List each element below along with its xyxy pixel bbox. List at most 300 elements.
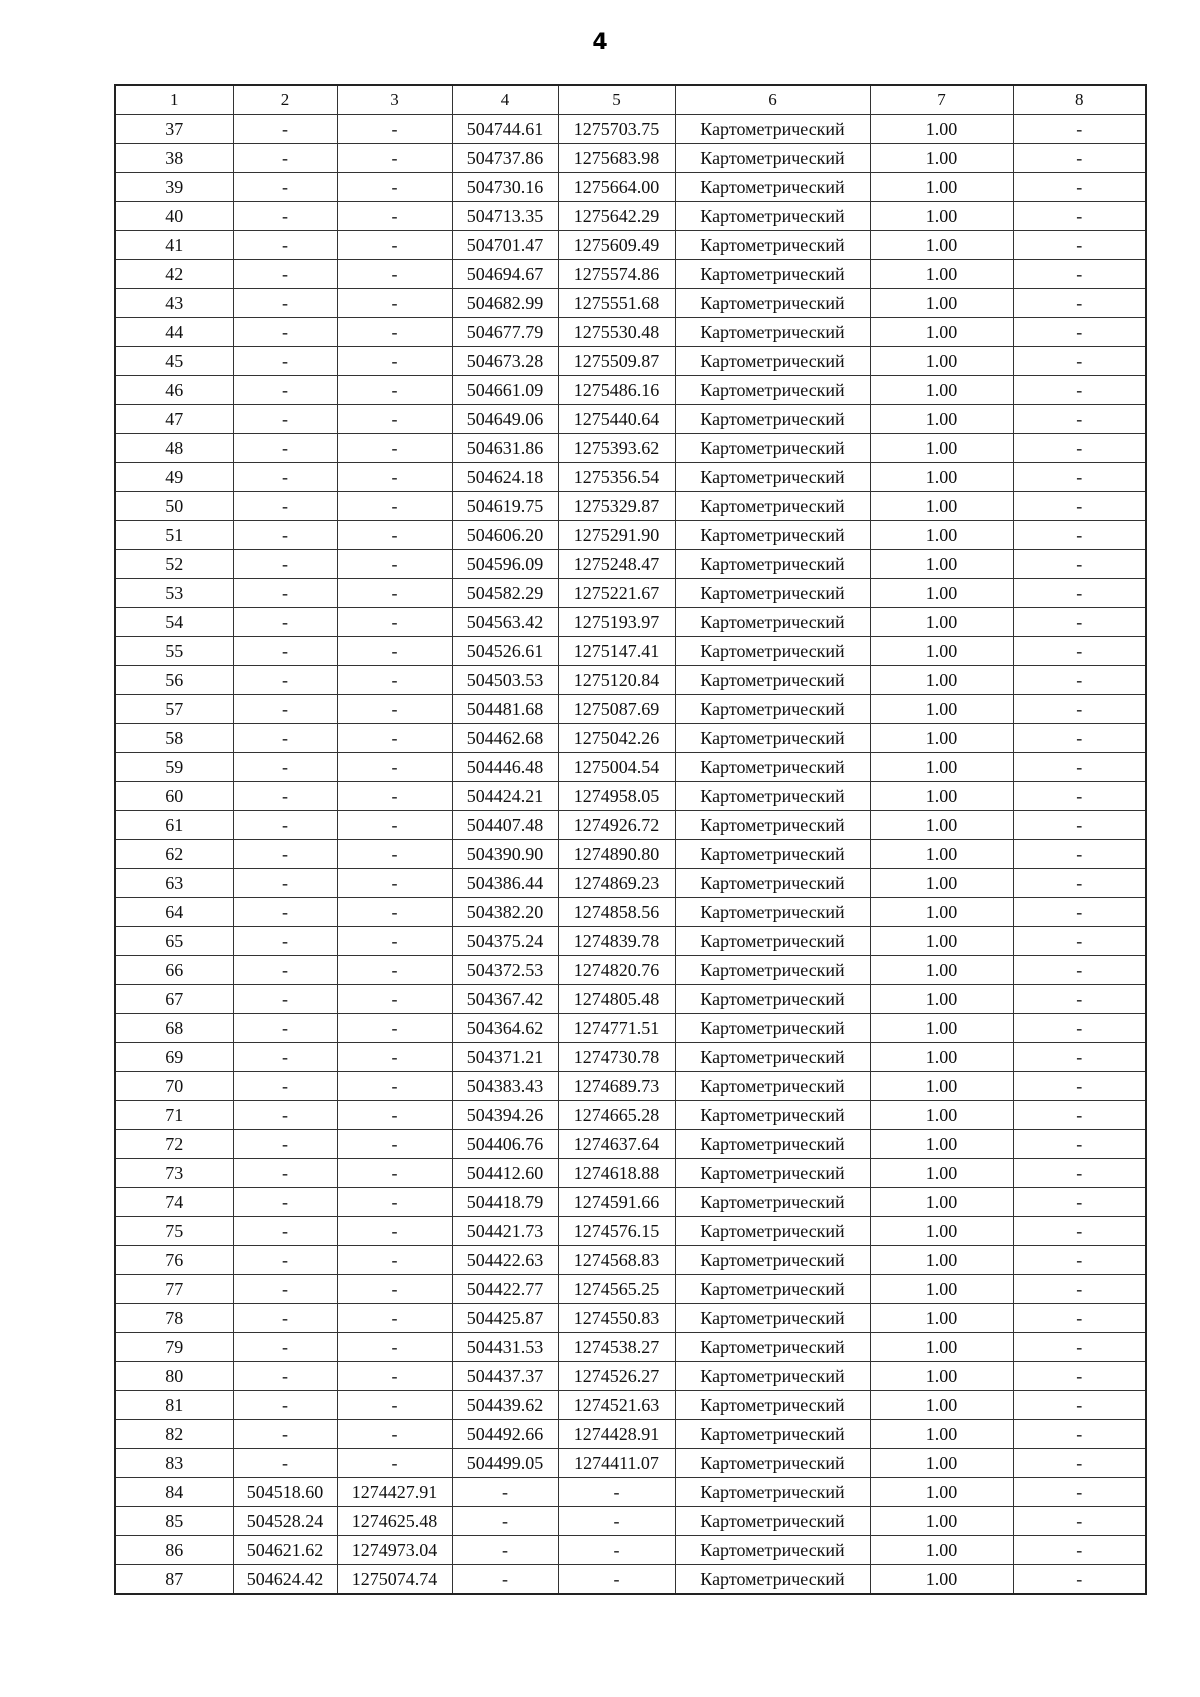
- col2-cell: -: [233, 1246, 337, 1275]
- col3-cell: -: [337, 695, 452, 724]
- col2-cell: -: [233, 1072, 337, 1101]
- table-row: [115, 1391, 1146, 1420]
- col5-cell: 1275120.84: [558, 666, 675, 695]
- table-row: [115, 1130, 1146, 1159]
- col2-cell: -: [233, 347, 337, 376]
- col8-cell: -: [1013, 1304, 1146, 1333]
- col3-cell: -: [337, 1188, 452, 1217]
- col5-cell: 1275147.41: [558, 637, 675, 666]
- col4-cell: 504499.05: [452, 1449, 558, 1478]
- table-body: [115, 115, 1146, 1595]
- col4-cell: -: [452, 1507, 558, 1536]
- col8-cell: -: [1013, 608, 1146, 637]
- col5-cell: -: [558, 1507, 675, 1536]
- point-number-cell: 39: [115, 173, 233, 202]
- col5-cell: 1274591.66: [558, 1188, 675, 1217]
- table-row: [115, 463, 1146, 492]
- col4-cell: 504390.90: [452, 840, 558, 869]
- col8-cell: -: [1013, 231, 1146, 260]
- col8-cell: -: [1013, 1449, 1146, 1478]
- col2-cell: -: [233, 376, 337, 405]
- table-row: [115, 782, 1146, 811]
- col2-cell: -: [233, 463, 337, 492]
- col2-cell: -: [233, 550, 337, 579]
- method-cell: Картометрический: [675, 1043, 870, 1072]
- col2-cell: -: [233, 1188, 337, 1217]
- table-row: [115, 376, 1146, 405]
- point-number-cell: 67: [115, 985, 233, 1014]
- col5-cell: 1274568.83: [558, 1246, 675, 1275]
- col5-cell: 1275683.98: [558, 144, 675, 173]
- col5-cell: 1274771.51: [558, 1014, 675, 1043]
- table-row: [115, 695, 1146, 724]
- table-row: [115, 1420, 1146, 1449]
- col2-cell: -: [233, 1043, 337, 1072]
- col5-cell: 1274858.56: [558, 898, 675, 927]
- table-row: [115, 1275, 1146, 1304]
- point-number-cell: 69: [115, 1043, 233, 1072]
- col3-cell: -: [337, 869, 452, 898]
- col4-cell: 504422.77: [452, 1275, 558, 1304]
- table-row: [115, 1478, 1146, 1507]
- col4-cell: 504624.18: [452, 463, 558, 492]
- table-row: [115, 115, 1146, 144]
- col3-cell: -: [337, 405, 452, 434]
- col8-cell: -: [1013, 753, 1146, 782]
- accuracy-cell: 1.00: [870, 869, 1013, 898]
- point-number-cell: 71: [115, 1101, 233, 1130]
- accuracy-cell: 1.00: [870, 666, 1013, 695]
- col5-cell: 1274730.78: [558, 1043, 675, 1072]
- accuracy-cell: 1.00: [870, 1478, 1013, 1507]
- accuracy-cell: 1.00: [870, 1449, 1013, 1478]
- method-cell: Картометрический: [675, 927, 870, 956]
- method-cell: Картометрический: [675, 579, 870, 608]
- col3-cell: -: [337, 1391, 452, 1420]
- table-row: [115, 260, 1146, 289]
- table-row: [115, 956, 1146, 985]
- col3-cell: -: [337, 753, 452, 782]
- table-row: [115, 869, 1146, 898]
- col4-cell: 504526.61: [452, 637, 558, 666]
- point-number-cell: 60: [115, 782, 233, 811]
- col4-cell: 504730.16: [452, 173, 558, 202]
- col5-cell: 1275509.87: [558, 347, 675, 376]
- accuracy-cell: 1.00: [870, 202, 1013, 231]
- col2-cell: -: [233, 985, 337, 1014]
- col8-cell: -: [1013, 724, 1146, 753]
- table-row: [115, 1304, 1146, 1333]
- col5-cell: 1275393.62: [558, 434, 675, 463]
- method-cell: Картометрический: [675, 1304, 870, 1333]
- col4-cell: -: [452, 1478, 558, 1507]
- col4-cell: 504422.63: [452, 1246, 558, 1275]
- accuracy-cell: 1.00: [870, 492, 1013, 521]
- point-number-cell: 52: [115, 550, 233, 579]
- table-row: [115, 1565, 1146, 1595]
- col2-cell: -: [233, 1333, 337, 1362]
- accuracy-cell: 1.00: [870, 1043, 1013, 1072]
- accuracy-cell: 1.00: [870, 231, 1013, 260]
- col2-cell: -: [233, 1159, 337, 1188]
- col3-cell: -: [337, 550, 452, 579]
- col4-cell: 504406.76: [452, 1130, 558, 1159]
- col5-cell: 1274869.23: [558, 869, 675, 898]
- method-cell: Картометрический: [675, 1246, 870, 1275]
- point-number-cell: 72: [115, 1130, 233, 1159]
- col5-cell: 1274526.27: [558, 1362, 675, 1391]
- col4-cell: 504701.47: [452, 231, 558, 260]
- col2-cell: -: [233, 1130, 337, 1159]
- col2-cell: -: [233, 608, 337, 637]
- accuracy-cell: 1.00: [870, 289, 1013, 318]
- col8-cell: -: [1013, 289, 1146, 318]
- point-number-cell: 42: [115, 260, 233, 289]
- col2-cell: 504528.24: [233, 1507, 337, 1536]
- col3-cell: -: [337, 1333, 452, 1362]
- col3-cell: -: [337, 434, 452, 463]
- col4-cell: 504364.62: [452, 1014, 558, 1043]
- point-number-cell: 64: [115, 898, 233, 927]
- accuracy-cell: 1.00: [870, 1565, 1013, 1595]
- col3-cell: -: [337, 1362, 452, 1391]
- col8-cell: -: [1013, 550, 1146, 579]
- col8-cell: -: [1013, 579, 1146, 608]
- accuracy-cell: 1.00: [870, 695, 1013, 724]
- table-row: [115, 1072, 1146, 1101]
- col8-cell: -: [1013, 927, 1146, 956]
- accuracy-cell: 1.00: [870, 724, 1013, 753]
- col2-cell: -: [233, 637, 337, 666]
- col2-cell: -: [233, 289, 337, 318]
- col3-cell: -: [337, 260, 452, 289]
- col5-cell: 1274576.15: [558, 1217, 675, 1246]
- col4-cell: 504492.66: [452, 1420, 558, 1449]
- accuracy-cell: 1.00: [870, 347, 1013, 376]
- col8-cell: -: [1013, 1275, 1146, 1304]
- method-cell: Картометрический: [675, 637, 870, 666]
- table-row: [115, 840, 1146, 869]
- col3-cell: -: [337, 724, 452, 753]
- col2-cell: -: [233, 1449, 337, 1478]
- table-row: [115, 1188, 1146, 1217]
- col4-cell: 504375.24: [452, 927, 558, 956]
- col8-cell: -: [1013, 1246, 1146, 1275]
- col3-cell: 1274973.04: [337, 1536, 452, 1565]
- method-cell: Картометрический: [675, 347, 870, 376]
- col5-cell: 1275530.48: [558, 318, 675, 347]
- col8-cell: -: [1013, 260, 1146, 289]
- col3-cell: -: [337, 1014, 452, 1043]
- table-row: [115, 724, 1146, 753]
- point-number-cell: 46: [115, 376, 233, 405]
- col5-cell: 1275087.69: [558, 695, 675, 724]
- col2-cell: -: [233, 840, 337, 869]
- accuracy-cell: 1.00: [870, 1217, 1013, 1246]
- point-number-cell: 40: [115, 202, 233, 231]
- col2-cell: -: [233, 695, 337, 724]
- col5-cell: 1275551.68: [558, 289, 675, 318]
- col5-cell: 1275486.16: [558, 376, 675, 405]
- point-number-cell: 85: [115, 1507, 233, 1536]
- accuracy-cell: 1.00: [870, 608, 1013, 637]
- col3-cell: -: [337, 1101, 452, 1130]
- table-row: [115, 521, 1146, 550]
- accuracy-cell: 1.00: [870, 521, 1013, 550]
- col4-cell: 504431.53: [452, 1333, 558, 1362]
- point-number-cell: 45: [115, 347, 233, 376]
- col2-cell: -: [233, 1420, 337, 1449]
- accuracy-cell: 1.00: [870, 115, 1013, 144]
- col2-cell: -: [233, 753, 337, 782]
- col3-cell: -: [337, 1449, 452, 1478]
- col4-cell: 504371.21: [452, 1043, 558, 1072]
- col5-cell: 1275664.00: [558, 173, 675, 202]
- table-row: [115, 202, 1146, 231]
- col3-cell: -: [337, 463, 452, 492]
- col8-cell: -: [1013, 144, 1146, 173]
- col5-cell: 1274689.73: [558, 1072, 675, 1101]
- col2-cell: -: [233, 1275, 337, 1304]
- col3-cell: -: [337, 115, 452, 144]
- col8-cell: -: [1013, 434, 1146, 463]
- header-cell-7: 7: [870, 85, 1013, 115]
- table-row: [115, 666, 1146, 695]
- method-cell: Картометрический: [675, 782, 870, 811]
- col5-cell: 1274890.80: [558, 840, 675, 869]
- col4-cell: -: [452, 1565, 558, 1595]
- col2-cell: -: [233, 144, 337, 173]
- table-row: [115, 579, 1146, 608]
- table-row: [115, 1217, 1146, 1246]
- accuracy-cell: 1.00: [870, 1362, 1013, 1391]
- accuracy-cell: 1.00: [870, 376, 1013, 405]
- accuracy-cell: 1.00: [870, 434, 1013, 463]
- col5-cell: 1274565.25: [558, 1275, 675, 1304]
- accuracy-cell: 1.00: [870, 1188, 1013, 1217]
- col2-cell: -: [233, 434, 337, 463]
- accuracy-cell: 1.00: [870, 318, 1013, 347]
- table-header: [115, 85, 1146, 115]
- col3-cell: -: [337, 1304, 452, 1333]
- col8-cell: -: [1013, 492, 1146, 521]
- header-cell-6: 6: [675, 85, 870, 115]
- col5-cell: 1275574.86: [558, 260, 675, 289]
- col2-cell: -: [233, 782, 337, 811]
- col2-cell: 504518.60: [233, 1478, 337, 1507]
- col5-cell: 1275609.49: [558, 231, 675, 260]
- col4-cell: 504737.86: [452, 144, 558, 173]
- col4-cell: 504661.09: [452, 376, 558, 405]
- point-number-cell: 55: [115, 637, 233, 666]
- col4-cell: 504462.68: [452, 724, 558, 753]
- col5-cell: 1274411.07: [558, 1449, 675, 1478]
- col3-cell: -: [337, 579, 452, 608]
- col8-cell: -: [1013, 1565, 1146, 1595]
- table-row: [115, 492, 1146, 521]
- table-row: [115, 811, 1146, 840]
- col3-cell: -: [337, 1275, 452, 1304]
- col2-cell: -: [233, 1391, 337, 1420]
- table-row: [115, 898, 1146, 927]
- col3-cell: -: [337, 782, 452, 811]
- col3-cell: -: [337, 1217, 452, 1246]
- accuracy-cell: 1.00: [870, 173, 1013, 202]
- col3-cell: -: [337, 347, 452, 376]
- col8-cell: -: [1013, 202, 1146, 231]
- col2-cell: 504621.62: [233, 1536, 337, 1565]
- table-row: [115, 405, 1146, 434]
- col2-cell: -: [233, 579, 337, 608]
- col5-cell: 1274618.88: [558, 1159, 675, 1188]
- accuracy-cell: 1.00: [870, 550, 1013, 579]
- table-row: [115, 927, 1146, 956]
- col4-cell: 504424.21: [452, 782, 558, 811]
- point-number-cell: 58: [115, 724, 233, 753]
- coordinates-table: [114, 84, 1147, 1595]
- accuracy-cell: 1.00: [870, 927, 1013, 956]
- col8-cell: -: [1013, 1159, 1146, 1188]
- method-cell: Картометрический: [675, 260, 870, 289]
- col3-cell: -: [337, 376, 452, 405]
- point-number-cell: 68: [115, 1014, 233, 1043]
- accuracy-cell: 1.00: [870, 144, 1013, 173]
- col3-cell: -: [337, 521, 452, 550]
- col4-cell: 504446.48: [452, 753, 558, 782]
- accuracy-cell: 1.00: [870, 985, 1013, 1014]
- col5-cell: 1274805.48: [558, 985, 675, 1014]
- col8-cell: -: [1013, 1507, 1146, 1536]
- accuracy-cell: 1.00: [870, 1014, 1013, 1043]
- col4-cell: 504407.48: [452, 811, 558, 840]
- method-cell: Картометрический: [675, 231, 870, 260]
- col3-cell: -: [337, 898, 452, 927]
- col2-cell: -: [233, 202, 337, 231]
- table-row: [115, 1043, 1146, 1072]
- col8-cell: -: [1013, 1188, 1146, 1217]
- accuracy-cell: 1.00: [870, 811, 1013, 840]
- col5-cell: 1275642.29: [558, 202, 675, 231]
- method-cell: Картометрический: [675, 898, 870, 927]
- col2-cell: -: [233, 927, 337, 956]
- col2-cell: -: [233, 115, 337, 144]
- col3-cell: -: [337, 1072, 452, 1101]
- table-row: [115, 1101, 1146, 1130]
- accuracy-cell: 1.00: [870, 463, 1013, 492]
- col3-cell: -: [337, 231, 452, 260]
- method-cell: Картометрический: [675, 173, 870, 202]
- point-number-cell: 87: [115, 1565, 233, 1595]
- col3-cell: -: [337, 637, 452, 666]
- col2-cell: -: [233, 173, 337, 202]
- col5-cell: 1274958.05: [558, 782, 675, 811]
- accuracy-cell: 1.00: [870, 405, 1013, 434]
- col2-cell: -: [233, 869, 337, 898]
- point-number-cell: 38: [115, 144, 233, 173]
- method-cell: Картометрический: [675, 550, 870, 579]
- col2-cell: -: [233, 405, 337, 434]
- method-cell: Картометрический: [675, 434, 870, 463]
- col5-cell: 1275440.64: [558, 405, 675, 434]
- method-cell: Картометрический: [675, 405, 870, 434]
- col8-cell: -: [1013, 318, 1146, 347]
- header-cell-8: 8: [1013, 85, 1146, 115]
- col3-cell: -: [337, 1130, 452, 1159]
- col4-cell: 504367.42: [452, 985, 558, 1014]
- point-number-cell: 65: [115, 927, 233, 956]
- col3-cell: -: [337, 811, 452, 840]
- col4-cell: 504682.99: [452, 289, 558, 318]
- col3-cell: -: [337, 985, 452, 1014]
- col3-cell: -: [337, 144, 452, 173]
- col4-cell: -: [452, 1536, 558, 1565]
- point-number-cell: 66: [115, 956, 233, 985]
- accuracy-cell: 1.00: [870, 1304, 1013, 1333]
- col2-cell: -: [233, 1304, 337, 1333]
- col5-cell: 1274820.76: [558, 956, 675, 985]
- table-row: [115, 289, 1146, 318]
- header-row: [115, 85, 1146, 115]
- point-number-cell: 83: [115, 1449, 233, 1478]
- point-number-cell: 73: [115, 1159, 233, 1188]
- col4-cell: 504383.43: [452, 1072, 558, 1101]
- header-cell-5: 5: [558, 85, 675, 115]
- method-cell: Картометрический: [675, 521, 870, 550]
- point-number-cell: 51: [115, 521, 233, 550]
- col8-cell: -: [1013, 1362, 1146, 1391]
- col2-cell: -: [233, 1014, 337, 1043]
- col8-cell: -: [1013, 898, 1146, 927]
- method-cell: Картометрический: [675, 1565, 870, 1595]
- col8-cell: -: [1013, 376, 1146, 405]
- method-cell: Картометрический: [675, 1130, 870, 1159]
- col4-cell: 504606.20: [452, 521, 558, 550]
- col8-cell: -: [1013, 782, 1146, 811]
- col3-cell: -: [337, 956, 452, 985]
- col5-cell: 1274839.78: [558, 927, 675, 956]
- col4-cell: 504744.61: [452, 115, 558, 144]
- col8-cell: -: [1013, 1217, 1146, 1246]
- accuracy-cell: 1.00: [870, 1391, 1013, 1420]
- point-number-cell: 86: [115, 1536, 233, 1565]
- table-row: [115, 1507, 1146, 1536]
- col2-cell: -: [233, 956, 337, 985]
- method-cell: Картометрический: [675, 840, 870, 869]
- accuracy-cell: 1.00: [870, 1159, 1013, 1188]
- accuracy-cell: 1.00: [870, 898, 1013, 927]
- table-row: [115, 1159, 1146, 1188]
- col4-cell: 504382.20: [452, 898, 558, 927]
- col5-cell: 1275248.47: [558, 550, 675, 579]
- method-cell: Картометрический: [675, 869, 870, 898]
- col2-cell: -: [233, 521, 337, 550]
- col8-cell: -: [1013, 1420, 1146, 1449]
- table-row: [115, 608, 1146, 637]
- point-number-cell: 57: [115, 695, 233, 724]
- point-number-cell: 61: [115, 811, 233, 840]
- col4-cell: 504563.42: [452, 608, 558, 637]
- col5-cell: 1275291.90: [558, 521, 675, 550]
- col3-cell: -: [337, 666, 452, 695]
- method-cell: Картометрический: [675, 1072, 870, 1101]
- col5-cell: 1274637.64: [558, 1130, 675, 1159]
- point-number-cell: 78: [115, 1304, 233, 1333]
- accuracy-cell: 1.00: [870, 1420, 1013, 1449]
- col3-cell: 1274427.91: [337, 1478, 452, 1507]
- method-cell: Картометрический: [675, 1188, 870, 1217]
- col5-cell: 1274428.91: [558, 1420, 675, 1449]
- col5-cell: 1275042.26: [558, 724, 675, 753]
